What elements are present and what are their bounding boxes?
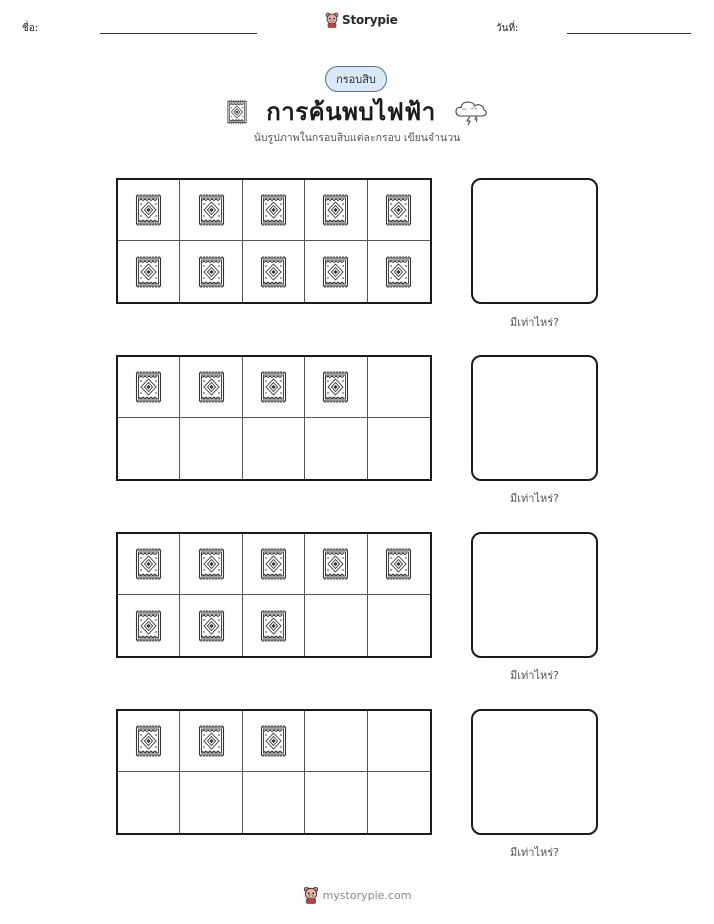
ten-frame-cell [305, 534, 367, 595]
question-prompt-1: มีเท่าไหร่? [510, 316, 559, 329]
ten-frame-cell [305, 418, 367, 479]
ten-frame-cell [305, 772, 367, 833]
ten-frame-cell [118, 534, 180, 595]
name-field-line[interactable] [100, 33, 257, 34]
ten-frame-cell [305, 595, 367, 656]
ten-frame-cell [368, 241, 430, 302]
ten-frame-cell [180, 357, 242, 418]
rug-icon [197, 547, 226, 581]
question-prompt-3: มีเท่าไหร่? [510, 669, 559, 682]
ten-frame-cell [305, 180, 367, 241]
ten-frame-cell [118, 357, 180, 418]
rug-icon [134, 255, 163, 289]
storm-cloud-icon [454, 98, 488, 126]
rug-icon [197, 370, 226, 404]
ten-frame-cell [368, 418, 430, 479]
title-row [0, 92, 714, 131]
answer-box-1[interactable] [471, 178, 598, 304]
rug-icon [197, 255, 226, 289]
footer [0, 886, 714, 904]
page-title: การค้นพบไฟฟ้า [266, 98, 436, 126]
instructions: นับรูปภาพในกรอบสิบแต่ละกรอบ เขียนจำนวน [253, 132, 461, 144]
question-prompt-4: มีเท่าไหร่? [510, 846, 559, 859]
answer-box-4[interactable] [471, 709, 598, 835]
ten-frame-cell [118, 711, 180, 772]
rug-icon [321, 547, 350, 581]
ten-frame-cell [243, 241, 305, 302]
footer-url: mystorypie.com [322, 888, 412, 902]
rug-icon [384, 193, 413, 227]
ten-frame-cell [243, 357, 305, 418]
rug-icon [197, 724, 226, 758]
date-label: วันที่: [496, 23, 519, 34]
rug-icon [134, 724, 163, 758]
answer-box-2[interactable] [471, 355, 598, 481]
ten-frame-cell [180, 595, 242, 656]
answer-box-3[interactable] [471, 532, 598, 658]
ten-frame-cell [368, 180, 430, 241]
ten-frame-cell [118, 418, 180, 479]
ten-frame-cell [180, 418, 242, 479]
ten-frame-cell [243, 534, 305, 595]
rug-icon [197, 193, 226, 227]
ten-frame-cell [305, 711, 367, 772]
ten-frame-cell [118, 180, 180, 241]
date-field-line[interactable] [567, 33, 691, 34]
bear-mascot-icon [325, 12, 339, 28]
rug-icon [259, 547, 288, 581]
ten-frame-cell [368, 534, 430, 595]
ten-frame-cell [368, 711, 430, 772]
rug-icon [259, 255, 288, 289]
rug-icon [384, 547, 413, 581]
ten-frame-cell [180, 534, 242, 595]
rug-icon [134, 547, 163, 581]
ten-frame-cell [243, 772, 305, 833]
name-label: ชื่อ: [22, 23, 39, 34]
ten-frame-cell [243, 595, 305, 656]
rug-icon [384, 255, 413, 289]
ten-frame-cell [368, 595, 430, 656]
ten-frame-cell [180, 772, 242, 833]
ten-frame-2 [116, 355, 432, 481]
ten-frame-3 [116, 532, 432, 658]
ten-frame-4 [116, 709, 432, 835]
ten-frame-cell [305, 357, 367, 418]
ten-frame-cell [368, 357, 430, 418]
ten-frame-cell [180, 180, 242, 241]
rug-icon [134, 370, 163, 404]
rug-icon [259, 370, 288, 404]
rug-icon [321, 193, 350, 227]
brand-name: Storypie [342, 13, 398, 27]
ten-frame-cell [243, 711, 305, 772]
rug-icon [259, 724, 288, 758]
ten-frame-cell [305, 241, 367, 302]
topic-badge: กรอบสิบ [325, 66, 387, 92]
brand-logo [325, 12, 398, 28]
ten-frame-cell [368, 772, 430, 833]
ten-frame-cell [243, 418, 305, 479]
ten-frame-cell [243, 180, 305, 241]
bear-mascot-icon [303, 886, 319, 904]
rug-icon [134, 609, 163, 643]
rug-icon [134, 193, 163, 227]
rug-icon [197, 609, 226, 643]
question-prompt-2: มีเท่าไหร่? [510, 492, 559, 505]
ten-frame-1 [116, 178, 432, 304]
ten-frame-cell [180, 711, 242, 772]
rug-icon [259, 609, 288, 643]
rug-icon [321, 370, 350, 404]
ten-frame-cell [118, 772, 180, 833]
ten-frame-cell [118, 241, 180, 302]
ten-frame-cell [180, 241, 242, 302]
rug-icon [321, 255, 350, 289]
rug-icon [259, 193, 288, 227]
ten-frame-cell [118, 595, 180, 656]
rug-icon [226, 97, 248, 127]
